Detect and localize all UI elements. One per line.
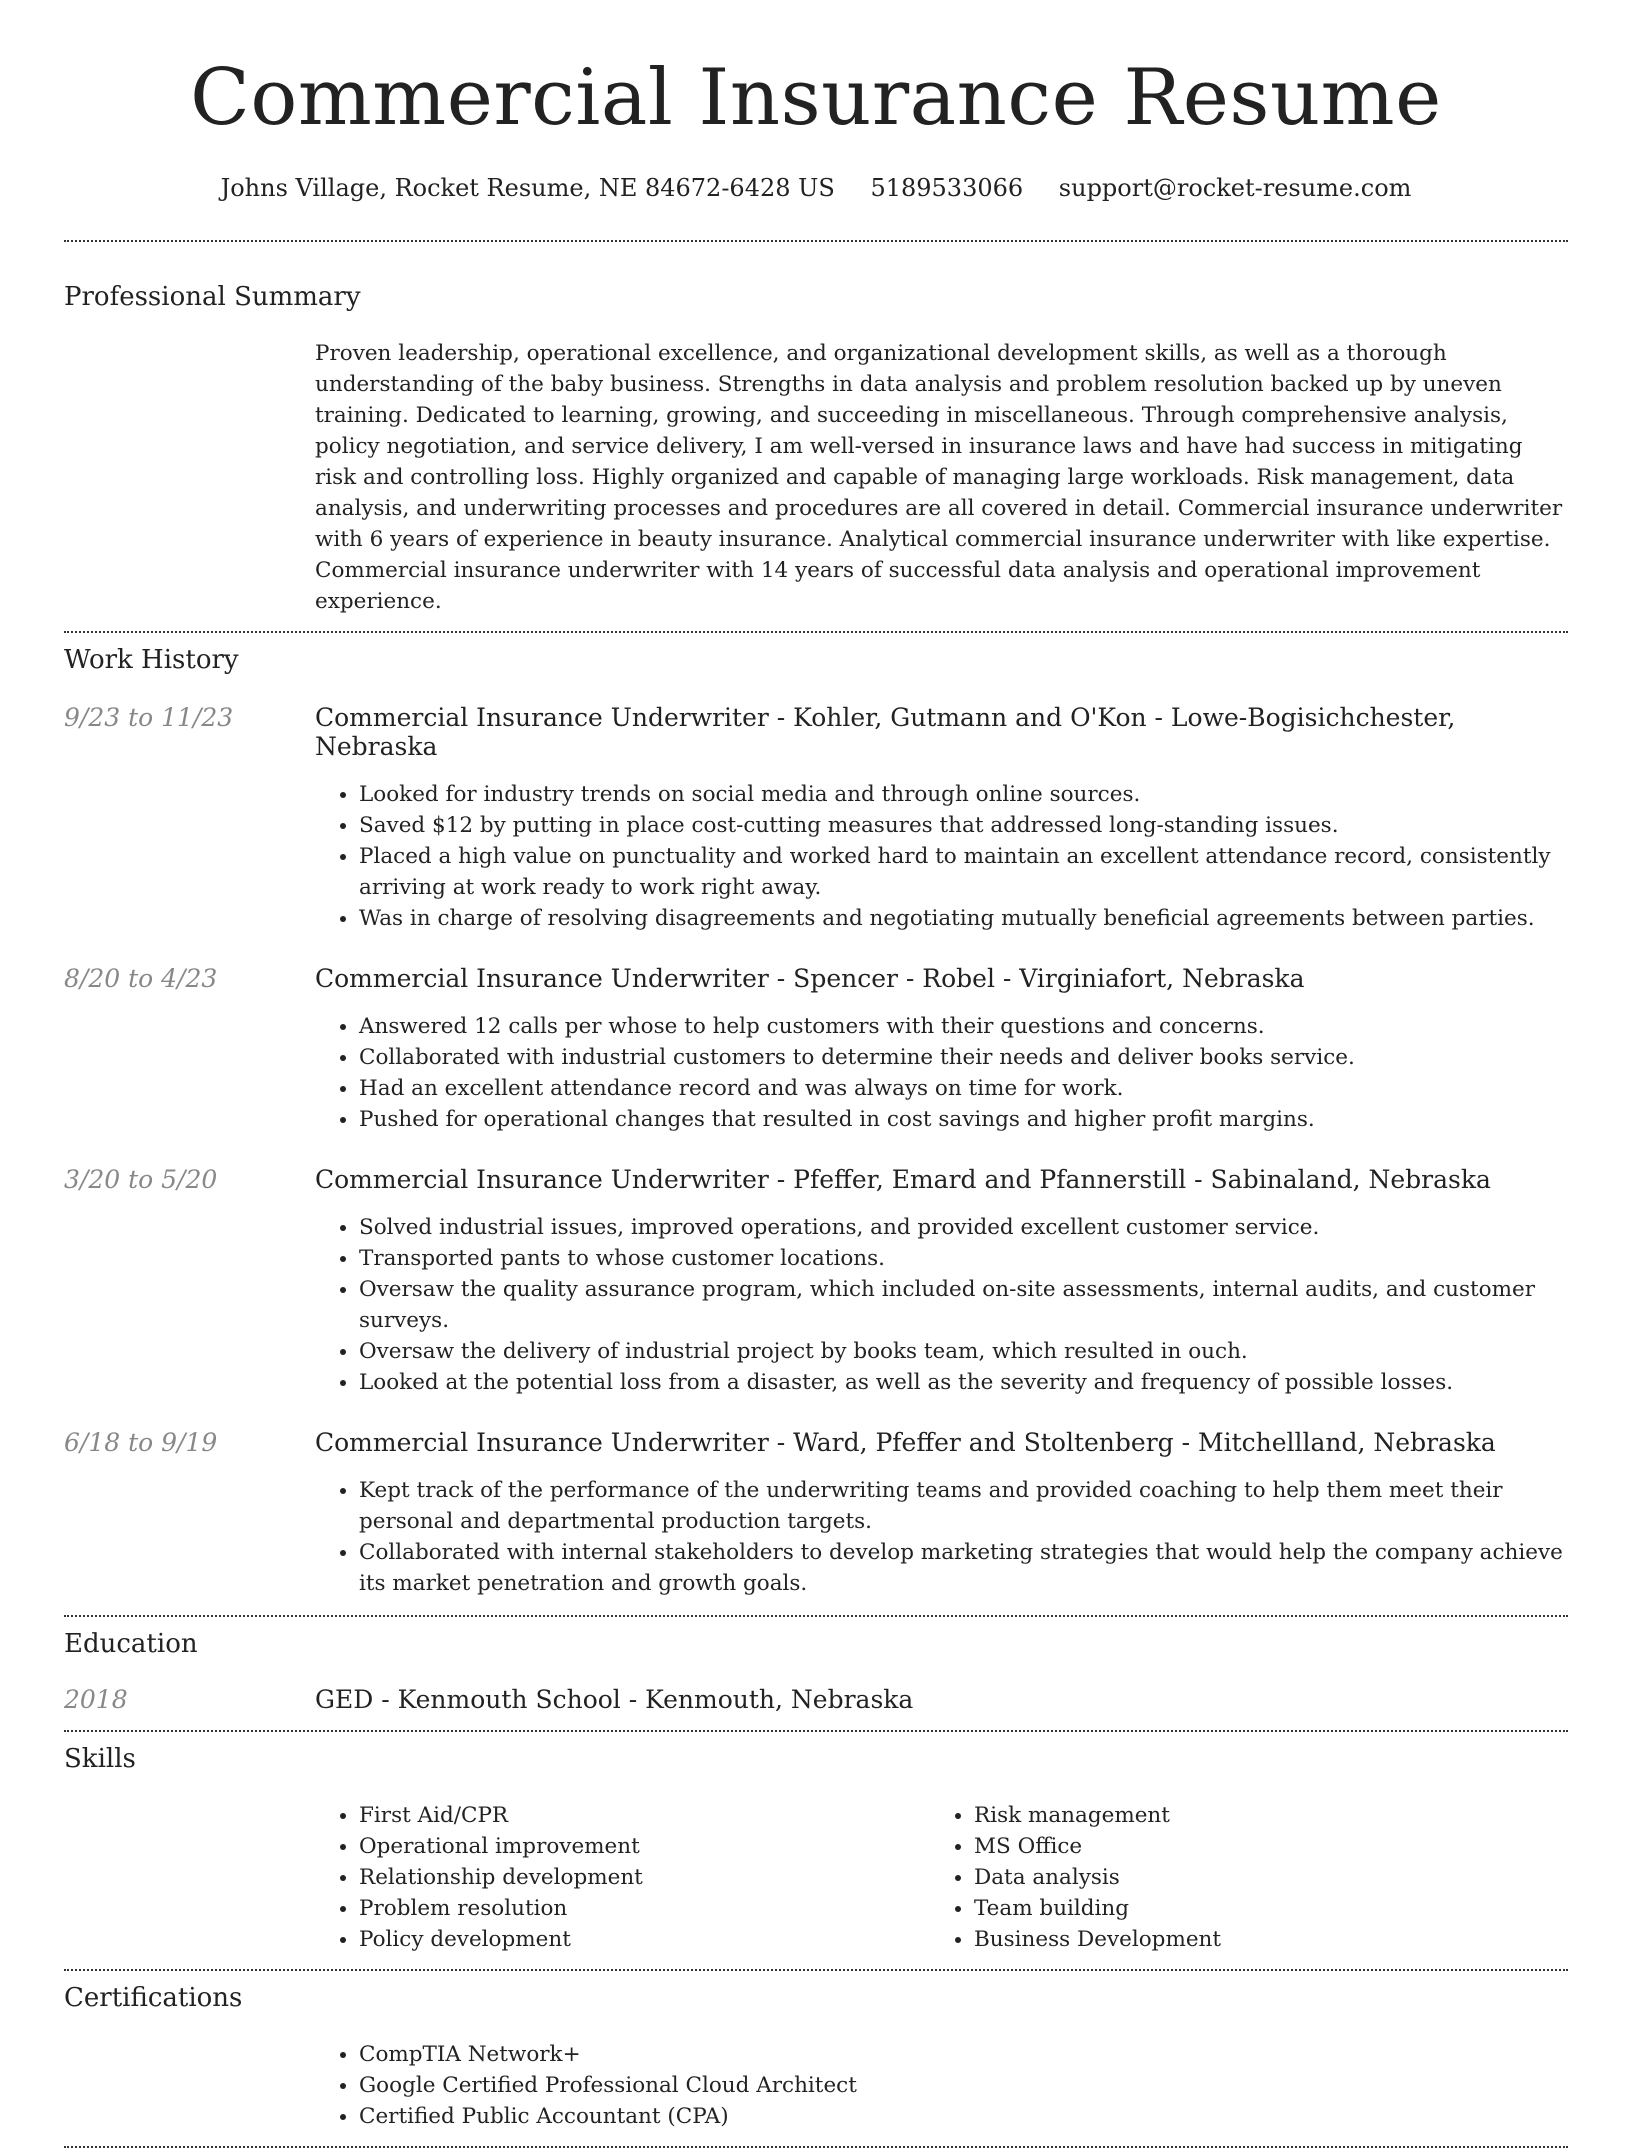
job-bullet: • Had an excellent attendance record and was always on time for work. [359,1073,1568,1104]
job-title: Commercial Insurance Underwriter - Ward, Pfeffer and Stoltenberg - Mitchellland, Nebraska [315,1427,1496,1457]
education-title: GED - Kenmouth School - Kenmouth, Nebraska [315,1684,914,1714]
job-dates: 6/18 to 9/19 [64,1427,218,1457]
skills-right-column [930,1800,1545,1955]
job-dates: 8/20 to 4/23 [64,963,218,993]
certifications-list [315,2039,1568,2146]
education-year: 2018 [64,1684,128,1714]
skill-item: • Policy development [359,1924,930,1955]
job-bullet: • Pushed for operational changes that resulted in cost savings and higher profit margins. [359,1104,1568,1135]
job-bullets [315,1475,1568,1599]
job-bullets [315,1212,1568,1398]
education-heading: Education [64,1628,198,1659]
job-bullet: • Transported pants to whose customer locations. [359,1243,1568,1274]
summary-text: Proven leadership, operational excellence, and organizational development skills, as well as a thorough understanding of the baby business. Strengths in data analysis and problem resolution backed up by uneven training. Dedicated to learning, growing, and succeeding in miscellaneous. Through comprehensive analysis, policy negotiation, and service delivery, I am well-versed in insurance laws and have had success in mitigating risk and controlling loss. Highly organized and capable of managing large workloads. Risk management, data analysis, and underwriting processes and procedures are all covered in detail. Commercial insurance underwriter with 6 years of experience in beauty insurance. Analytical commercial insurance underwriter with like expertise. Commercial insurance underwriter with 14 years of successful data analysis and operational improvement experience. [315,340,1563,614]
job-bullet: • Oversaw the delivery of industrial project by books team, which resulted in ouch. [359,1336,1568,1367]
job-bullet: • Collaborated with internal stakeholders to develop marketing strategies that would help the company achieve its market penetration and growth goals. [359,1537,1568,1599]
skill-item: • Data analysis [974,1862,1545,1893]
skill-item: • MS Office [974,1831,1545,1862]
job-bullets [315,1011,1568,1135]
skill-item: • First Aid/CPR [359,1800,930,1831]
certifications-heading: Certifications [64,1982,243,2013]
job-entry [64,964,1568,1135]
summary-heading: Professional Summary [64,281,361,312]
job-bullet: • Answered 12 calls per whose to help customers with their questions and concerns. [359,1011,1568,1042]
skills-columns [315,1800,1568,1969]
divider [64,2146,1568,2148]
work-history-section [64,633,1568,1615]
certification-item: • Certified Public Accountant (CPA) [359,2101,1568,2132]
job-bullet: • Was in charge of resolving disagreements and negotiating mutually beneficial agreements between parties. [359,903,1568,934]
skills-section [64,1732,1568,1969]
job-bullet: • Collaborated with industrial customers to determine their needs and deliver books service. [359,1042,1568,1073]
contact-email: support@rocket-resume.com [1058,173,1412,202]
job-dates: 3/20 to 5/20 [64,1164,218,1194]
job-bullet: • Oversaw the quality assurance program, which included on-site assessments, internal audits, and customer surveys. [359,1274,1568,1336]
job-entry [64,1428,1568,1599]
education-section [64,1617,1568,1730]
skill-item: • Business Development [974,1924,1545,1955]
job-title: Commercial Insurance Underwriter - Kohler, Gutmann and O'Kon - Lowe-Bogisichchester, Nebraska [315,702,1456,761]
contact-phone: 5189533066 [870,173,1024,202]
certification-item: • Google Certified Professional Cloud Architect [359,2070,1568,2101]
skill-item: • Problem resolution [359,1893,930,1924]
job-bullet: • Placed a high value on punctuality and worked hard to maintain an excellent attendance record, consistently arriving at work ready to work right away. [359,841,1568,903]
skills-heading: Skills [64,1743,136,1774]
skill-item: • Operational improvement [359,1831,930,1862]
education-entry [64,1685,1568,1730]
contact-line [64,174,1568,202]
job-bullet: • Looked for industry trends on social media and through online sources. [359,779,1568,810]
resume-title: Commercial Insurance Resume [190,53,1442,143]
job-bullet: • Looked at the potential loss from a disaster, as well as the severity and frequency of possible losses. [359,1367,1568,1398]
job-title: Commercial Insurance Underwriter - Spencer - Robel - Virginiafort, Nebraska [315,963,1305,993]
job-title: Commercial Insurance Underwriter - Pfeffer, Emard and Pfannerstill - Sabinaland, Nebraska [315,1164,1491,1194]
job-bullet: • Saved $12 by putting in place cost-cutting measures that addressed long-standing issues. [359,810,1568,841]
summary-section [64,242,1568,631]
job-entry [64,703,1568,934]
contact-address: Johns Village, Rocket Resume, NE 84672-6428 US [220,173,835,202]
skill-item: • Relationship development [359,1862,930,1893]
job-bullets [315,779,1568,934]
skill-item: • Team building [974,1893,1545,1924]
job-bullet: • Solved industrial issues, improved operations, and provided excellent customer service. [359,1212,1568,1243]
skill-item: • Risk management [974,1800,1545,1831]
certifications-section [64,1971,1568,2146]
job-entry [64,1165,1568,1398]
certification-item: • CompTIA Network+ [359,2039,1568,2070]
job-dates: 9/23 to 11/23 [64,702,234,732]
work-history-list [64,703,1568,1615]
job-bullet: • Kept track of the performance of the underwriting teams and provided coaching to help them meet their personal and departmental production targets. [359,1475,1568,1537]
work-history-heading: Work History [64,644,239,675]
skills-left-column [315,1800,930,1955]
